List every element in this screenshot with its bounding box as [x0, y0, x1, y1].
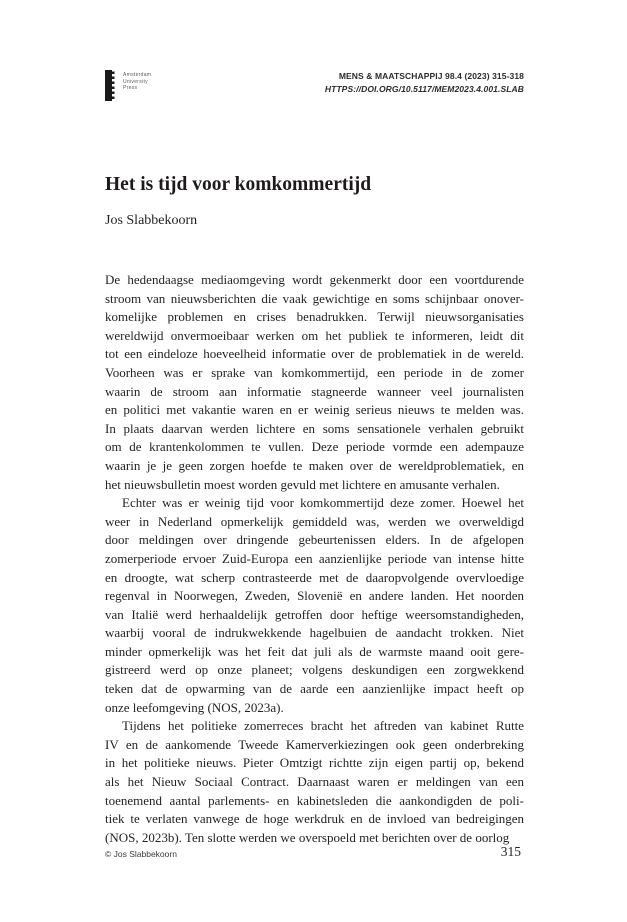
text-line: en politici met vakantie waren en er weinig serieus nieuws te melden was.	[105, 402, 524, 418]
journal-header	[325, 70, 524, 96]
text-line: waarin je je geen zorgen hoefde te maken over de wereldproblematiek, en	[105, 457, 524, 473]
text-line: De hedendaagse mediaomgeving wordt gekenmerkt door een voortdurende	[105, 272, 524, 287]
publisher-name-line1: Amsterdam	[123, 72, 152, 78]
text-line: minder opmerkelijk was het feit dat juli als de warmste maand ooit gere-	[105, 643, 524, 659]
journal-citation: MENS & MAATSCHAPPIJ 98.4 (2023) 315-318	[338, 71, 524, 81]
text-line: en droogte, wat scherp contrasteerde met de daaropvolgende overvloedige	[105, 569, 524, 585]
text-line: stroom van nieuwsberichten die vaak gewichtige en soms schijnbaar onover-	[105, 290, 524, 306]
text-line: zomerperiode ervoer Zuid-Europa een aanzienlijke periode van intense hitte	[105, 550, 524, 566]
text-line: om de krantenkolommen te vullen. Deze periode vormde een adempauze	[105, 439, 524, 455]
text-line: van Italië werd herhaaldelijk getroffen door heftige weersomstandigheden,	[105, 606, 524, 622]
publisher-name-line3: Press	[123, 85, 138, 91]
article-author: Jos Slabbekoorn	[105, 213, 198, 228]
publisher-name	[123, 72, 151, 92]
text-line: teken dat de opwarming van de aarde een aanzienlijke impact heeft op	[105, 681, 524, 697]
text-line: het nieuwsbulletin moest worden gevuld met lichtere en amusante verhalen.	[105, 476, 500, 492]
text-line: regenval in Noorwegen, Zweden, Slovenië en andere landen. Het noorden	[105, 588, 524, 604]
doi-line: HTTPS://DOI.ORG/10.5117/MEM2023.4.001.SLAB	[324, 84, 524, 94]
text-line: komelijke problemen en crises benadrukken. Terwijl nieuwsorganisaties	[105, 309, 524, 325]
text-line: tiek te verlaten vanwege de hoge werkdruk en de invloed van bedreigingen	[105, 811, 524, 827]
aup-spine-icon	[105, 70, 115, 101]
text-line: tot een eindeloze hoeveelheid informatie over de problematiek in de wereld.	[105, 346, 524, 362]
text-line: door meldingen over dringende gebeurtenissen elders. In de afgelopen	[105, 532, 524, 548]
text-line: gistreerd werd op onze planeet; volgens deskundigen een zorgwekkend	[105, 662, 524, 678]
text-line: (NOS, 2023b). Ten slotte werden we overspoeld met berichten over de oorlog	[105, 829, 510, 845]
text-line: Voorheen was er sprake van komkommertijd, een periode in de zomer	[105, 364, 524, 380]
text-line: in het politieke nieuws. Pieter Omtzigt richtte zijn eigen partij op, bekend	[105, 755, 524, 771]
text-line: Tijdens het politieke zomerreces bracht het aftreden van kabinet Rutte	[122, 718, 524, 734]
body-text	[105, 271, 524, 847]
page-number: 315	[500, 844, 521, 859]
text-line: In plaats daarvan werden lichtere en soms sensationele verhalen gebruikt	[105, 420, 524, 436]
publisher-name-line2: University	[123, 78, 148, 85]
text-line: wereldwijd onvermoeibaar werken om het publiek te informeren, leidt dit	[105, 327, 524, 343]
text-line: onze leefomgeving (NOS, 2023a).	[105, 699, 284, 715]
text-line: waarin de stroom aan informatie stagneerde wanneer veel journalisten	[105, 383, 524, 399]
text-line: weer in Nederland opmerkelijk gemiddeld was, werden we overweldigd	[105, 513, 524, 529]
publisher-logo	[105, 70, 151, 101]
text-line: IV en de aankomende Tweede Kamerverkiezingen ook geen onderbreking	[105, 736, 524, 752]
article-title: Het is tijd voor komkommertijd	[105, 174, 372, 195]
footer-copyright: © Jos Slabbekoorn	[105, 849, 177, 859]
text-line: als het Nieuw Sociaal Contract. Daarnaast waren er meldingen van een	[105, 774, 524, 790]
text-line: waarbij vooral de indrukwekkende hagelbuien de aandacht trokken. Niet	[105, 625, 524, 641]
text-line: Echter was er weinig tijd voor komkommertijd deze zomer. Hoewel het	[122, 495, 524, 511]
text-line: toenemend aantal parlements- en kabinetsleden die aankondigden de poli-	[105, 792, 524, 808]
